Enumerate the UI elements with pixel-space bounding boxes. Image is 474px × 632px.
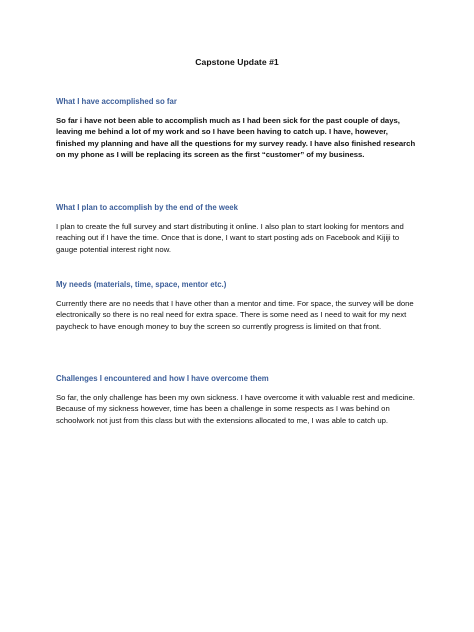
section-accomplished: [56, 97, 418, 161]
document-title: Capstone Update #1: [195, 57, 279, 67]
section-heading-challenges: Challenges I encountered and how I have overcome them: [56, 374, 269, 383]
section-heading-plan: What I plan to accomplish by the end of the week: [56, 203, 238, 212]
section-body-challenges: So far, the only challenge has been my own sickness. I have overcome it with valuable rest and medicine. Because of my sickness however, time has been a challenge in some respects as I was behind on schoolwork not just from this class but with the extensions allocated to me, I was able to catch up.: [56, 393, 415, 425]
section-plan: [56, 203, 418, 255]
section-heading-accomplished: What I have accomplished so far: [56, 97, 177, 106]
section-body-accomplished: So far i have not been able to accomplish much as I had been sick for the past couple of days, leaving me behind a lot of my work and so I have been having to catch up. I have, however, finished my planning and have all the questions for my survey ready. I have also finished research on my phone as I will be replacing its screen as the first “customer” of my business.: [56, 116, 416, 160]
section-body-needs: Currently there are no needs that I have other than a mentor and time. For space, the survey will be done electronically so there is no real need for extra space. There is some need as I need to wait for my next paycheck to have enough money to buy the screen so currently progress is limited on that front.: [56, 299, 414, 331]
section-body-plan: I plan to create the full survey and start distributing it online. I also plan to start looking for mentors and reaching out if I have the time. Once that is done, I want to start posting ads on Facebook and Kijiji to gauge potential interest right now.: [56, 222, 404, 254]
section-needs: [56, 280, 418, 332]
section-heading-needs: My needs (materials, time, space, mentor etc.): [56, 280, 227, 289]
section-challenges: [56, 374, 418, 426]
